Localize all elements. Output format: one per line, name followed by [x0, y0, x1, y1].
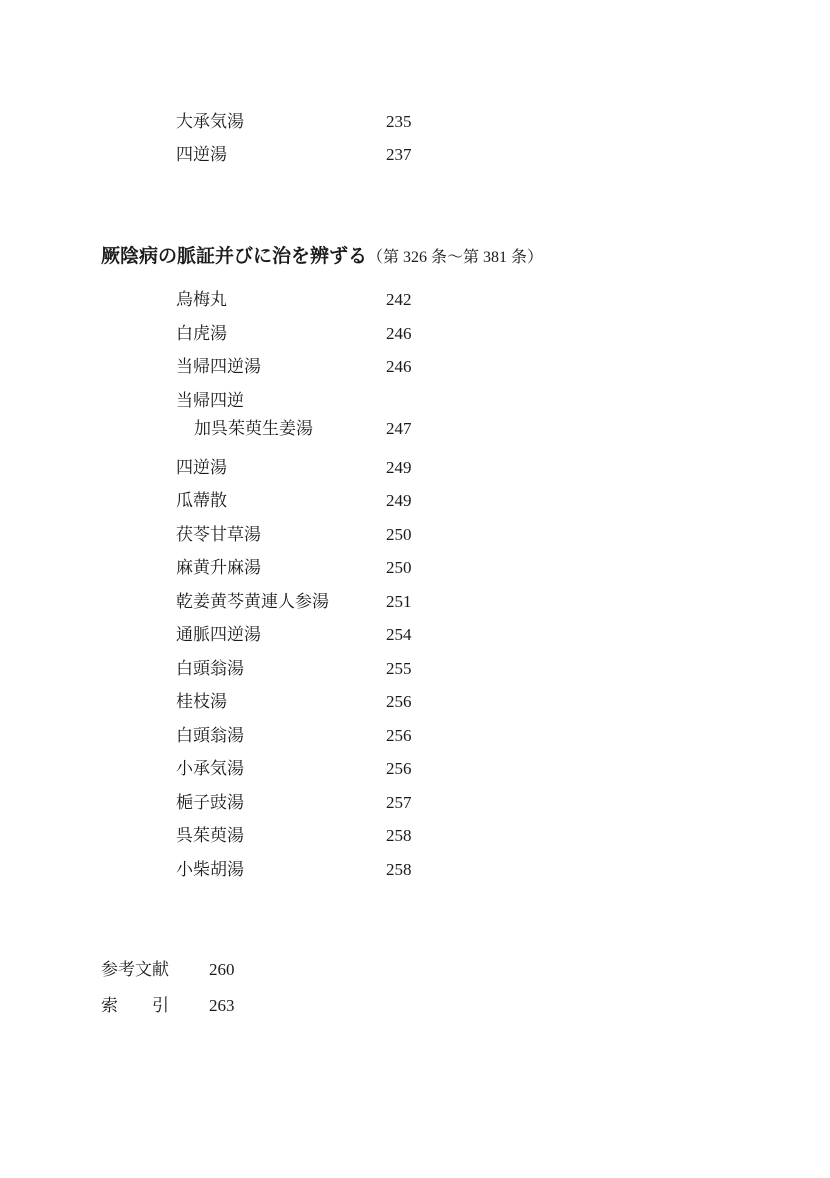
entry-name: 白頭翁湯: [176, 726, 244, 746]
entry-name: 四逆湯: [176, 458, 227, 478]
entry-page: 256: [386, 759, 412, 778]
entry-page: 237: [386, 145, 412, 164]
entry-name: 白虎湯: [176, 324, 227, 344]
entry-page: 256: [386, 692, 412, 711]
entry-name: 当帰四逆: [176, 391, 244, 411]
entry-name: 梔子豉湯: [176, 793, 244, 813]
section-title: 厥陰病の脈証并びに治を辨ずる: [101, 245, 368, 267]
entry-name: 呉茱萸湯: [176, 826, 244, 846]
entry-name: 小承気湯: [176, 759, 244, 779]
entry-name: 瓜蔕散: [176, 491, 227, 511]
entry-name: 烏梅丸: [176, 290, 227, 310]
section-range: （第 326 条〜第 381 条）: [367, 249, 544, 266]
entry-page: 258: [386, 826, 412, 845]
entry-page: 247: [386, 419, 412, 438]
entry-name: 大承気湯: [176, 112, 244, 132]
entry-name: 白頭翁湯: [176, 659, 244, 679]
entry-name: 四逆湯: [176, 145, 227, 165]
entry-page: 235: [386, 112, 412, 131]
entry-name: 桂枝湯: [176, 692, 227, 712]
backmatter-page: 260: [209, 960, 235, 979]
backmatter-label: 参考文献: [101, 960, 169, 980]
entry-name: 通脈四逆湯: [176, 625, 261, 645]
entry-name: 麻黄升麻湯: [176, 558, 261, 578]
entry-page: 242: [386, 290, 412, 309]
entry-name: 乾姜黄芩黄連人参湯: [176, 592, 329, 612]
entry-name-continuation: 加呉茱萸生姜湯: [194, 419, 313, 439]
entry-page: 251: [386, 592, 412, 611]
entry-page: 249: [386, 458, 412, 477]
entry-page: 250: [386, 558, 412, 577]
entry-page: 257: [386, 793, 412, 812]
entry-page: 246: [386, 357, 412, 376]
entry-page: 250: [386, 525, 412, 544]
section-heading[interactable]: [101, 242, 543, 272]
entry-page: 254: [386, 625, 412, 644]
entry-name: 小柴胡湯: [176, 860, 244, 880]
entry-page: 256: [386, 726, 412, 745]
entry-page: 258: [386, 860, 412, 879]
backmatter-page: 263: [209, 996, 235, 1015]
entry-page: 246: [386, 324, 412, 343]
entry-page: 255: [386, 659, 412, 678]
entry-page: 249: [386, 491, 412, 510]
entry-name: 当帰四逆湯: [176, 357, 261, 377]
entry-name: 茯苓甘草湯: [176, 525, 261, 545]
backmatter-label: 索 引: [101, 996, 169, 1016]
